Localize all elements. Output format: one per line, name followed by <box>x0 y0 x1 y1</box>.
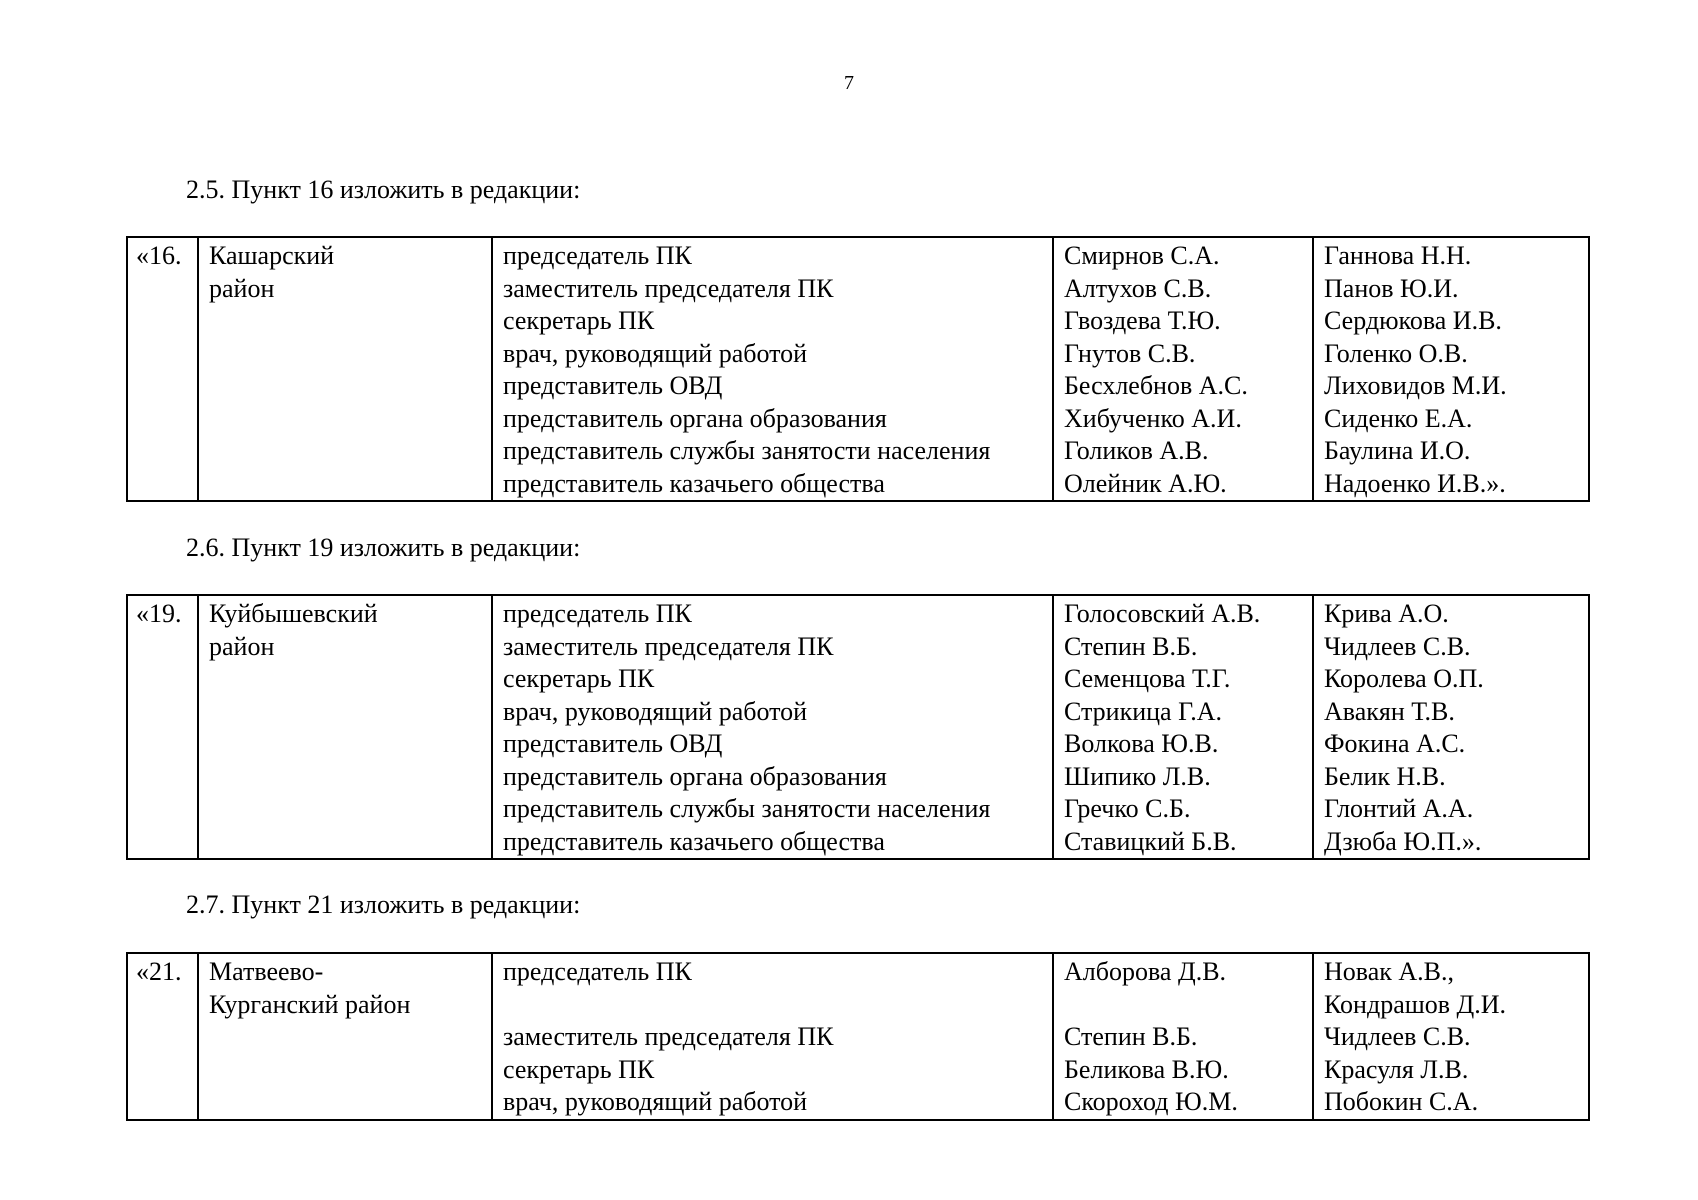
reserve-name: Баулина И.О. <box>1324 436 1471 465</box>
member-name: Волкова Ю.В. <box>1064 729 1219 758</box>
roles-cell <box>492 953 1053 1120</box>
roles-cell <box>492 595 1053 859</box>
member-name: Бесхлебнов А.С. <box>1064 371 1248 400</box>
district-line: район <box>209 273 275 303</box>
role-line: секретарь ПК <box>503 664 655 693</box>
member-name <box>1064 989 1302 1022</box>
role-line: заместитель председателя ПК <box>503 1022 834 1051</box>
role-line: представитель казачьего общества <box>503 826 885 856</box>
member-name: Гнутов С.В. <box>1064 338 1196 368</box>
role-line: секретарь ПК <box>503 1054 655 1084</box>
section-heading-2-6: 2.6. Пункт 19 изложить в редакции: <box>186 533 581 562</box>
reserve-name: Чидлеев С.В. <box>1324 1022 1471 1051</box>
role-line: врач, руководящий работой <box>503 338 808 368</box>
member-name: Алтухов С.В. <box>1064 273 1212 303</box>
table-row <box>127 953 1589 1120</box>
table-row <box>127 595 1589 859</box>
district-cell <box>198 953 492 1120</box>
roles-cell <box>492 237 1053 501</box>
role-line: представитель ОВД <box>503 729 723 758</box>
district-line: Курганский район <box>209 989 411 1019</box>
member-name: Семенцова Т.Г. <box>1064 664 1231 693</box>
district-cell <box>198 595 492 859</box>
role-line: представитель службы занятости населения <box>503 794 991 823</box>
table-row <box>127 237 1589 501</box>
reserve-name: Чидлеев С.В. <box>1324 631 1471 661</box>
reserves-cell <box>1313 953 1589 1120</box>
reserve-name: Белик Н.В. <box>1324 761 1446 791</box>
role-line: представитель органа образования <box>503 403 887 433</box>
role-line: заместитель председателя ПК <box>503 273 834 303</box>
member-name: Алборова Д.В. <box>1064 957 1227 986</box>
role-line: представитель службы занятости населения <box>503 436 991 465</box>
item-number <box>127 953 198 1120</box>
section-heading-2-7: 2.7. Пункт 21 изложить в редакции: <box>186 890 581 919</box>
role-line: председатель ПК <box>503 599 692 628</box>
district-cell <box>198 237 492 501</box>
member-name: Скороход Ю.М. <box>1064 1087 1238 1116</box>
member-name: Голосовский А.В. <box>1064 599 1261 628</box>
reserve-name: Лиховидов М.И. <box>1324 371 1507 400</box>
reserves-cell <box>1313 237 1589 501</box>
role-line: председатель ПК <box>503 241 692 270</box>
reserve-name: Глонтий А.А. <box>1324 794 1474 823</box>
reserve-name: Фокина А.С. <box>1324 729 1466 758</box>
member-name: Степин В.Б. <box>1064 631 1198 661</box>
reserve-name: Кондрашов Д.И. <box>1324 989 1507 1019</box>
reserve-name: Ганнова Н.Н. <box>1324 241 1472 270</box>
item-number-text: «21. <box>136 957 182 986</box>
reserve-name: Панов Ю.И. <box>1324 273 1459 303</box>
member-name: Беликова В.Ю. <box>1064 1054 1229 1084</box>
reserve-name: Побокин С.А. <box>1324 1087 1479 1116</box>
reserve-name: Крива А.О. <box>1324 599 1449 628</box>
reserve-name: Красуля Л.В. <box>1324 1054 1469 1084</box>
reserves-cell <box>1313 595 1589 859</box>
reserve-name: Сиденко Е.А. <box>1324 403 1473 433</box>
role-line: врач, руководящий работой <box>503 1087 808 1116</box>
reserve-name: Сердюкова И.В. <box>1324 306 1502 335</box>
item-number <box>127 237 198 501</box>
member-name: Гвоздева Т.Ю. <box>1064 306 1221 335</box>
members-cell <box>1053 595 1313 859</box>
reserve-name: Новак А.В., <box>1324 957 1454 986</box>
section-heading-2-5: 2.5. Пункт 16 изложить в редакции: <box>186 175 581 204</box>
role-line <box>503 989 1042 1022</box>
member-name: Олейник А.Ю. <box>1064 468 1227 498</box>
reserve-name: Авакян Т.В. <box>1324 696 1455 726</box>
role-line: председатель ПК <box>503 957 692 986</box>
member-name: Смирнов С.А. <box>1064 241 1220 270</box>
committee-table-19 <box>126 594 1590 860</box>
committee-table-21 <box>126 952 1590 1121</box>
page-number: 7 <box>844 72 854 94</box>
reserve-name: Надоенко И.В.». <box>1324 468 1506 498</box>
reserve-name: Голенко О.В. <box>1324 338 1468 368</box>
members-cell <box>1053 237 1313 501</box>
role-line: заместитель председателя ПК <box>503 631 834 661</box>
committee-table-16 <box>126 236 1590 502</box>
item-number <box>127 595 198 859</box>
reserve-name: Королева О.П. <box>1324 664 1484 693</box>
district-line: район <box>209 631 275 661</box>
members-cell <box>1053 953 1313 1120</box>
member-name: Стрикица Г.А. <box>1064 696 1222 726</box>
role-line: представитель казачьего общества <box>503 468 885 498</box>
role-line: представитель ОВД <box>503 371 723 400</box>
item-number-text: «16. <box>136 241 182 270</box>
member-name: Хибученко А.И. <box>1064 403 1242 433</box>
role-line: представитель органа образования <box>503 761 887 791</box>
member-name: Степин В.Б. <box>1064 1022 1198 1051</box>
role-line: секретарь ПК <box>503 306 655 335</box>
item-number-text: «19. <box>136 599 182 628</box>
member-name: Шипико Л.В. <box>1064 761 1211 791</box>
role-line: врач, руководящий работой <box>503 696 808 726</box>
member-name: Ставицкий Б.В. <box>1064 826 1237 856</box>
member-name: Голиков А.В. <box>1064 436 1209 465</box>
district-line: Кашарский <box>209 241 335 270</box>
reserve-name: Дзюба Ю.П.». <box>1324 826 1482 856</box>
district-line: Куйбышевский <box>209 599 378 628</box>
member-name: Гречко С.Б. <box>1064 794 1191 823</box>
district-line: Матвеево- <box>209 957 324 986</box>
